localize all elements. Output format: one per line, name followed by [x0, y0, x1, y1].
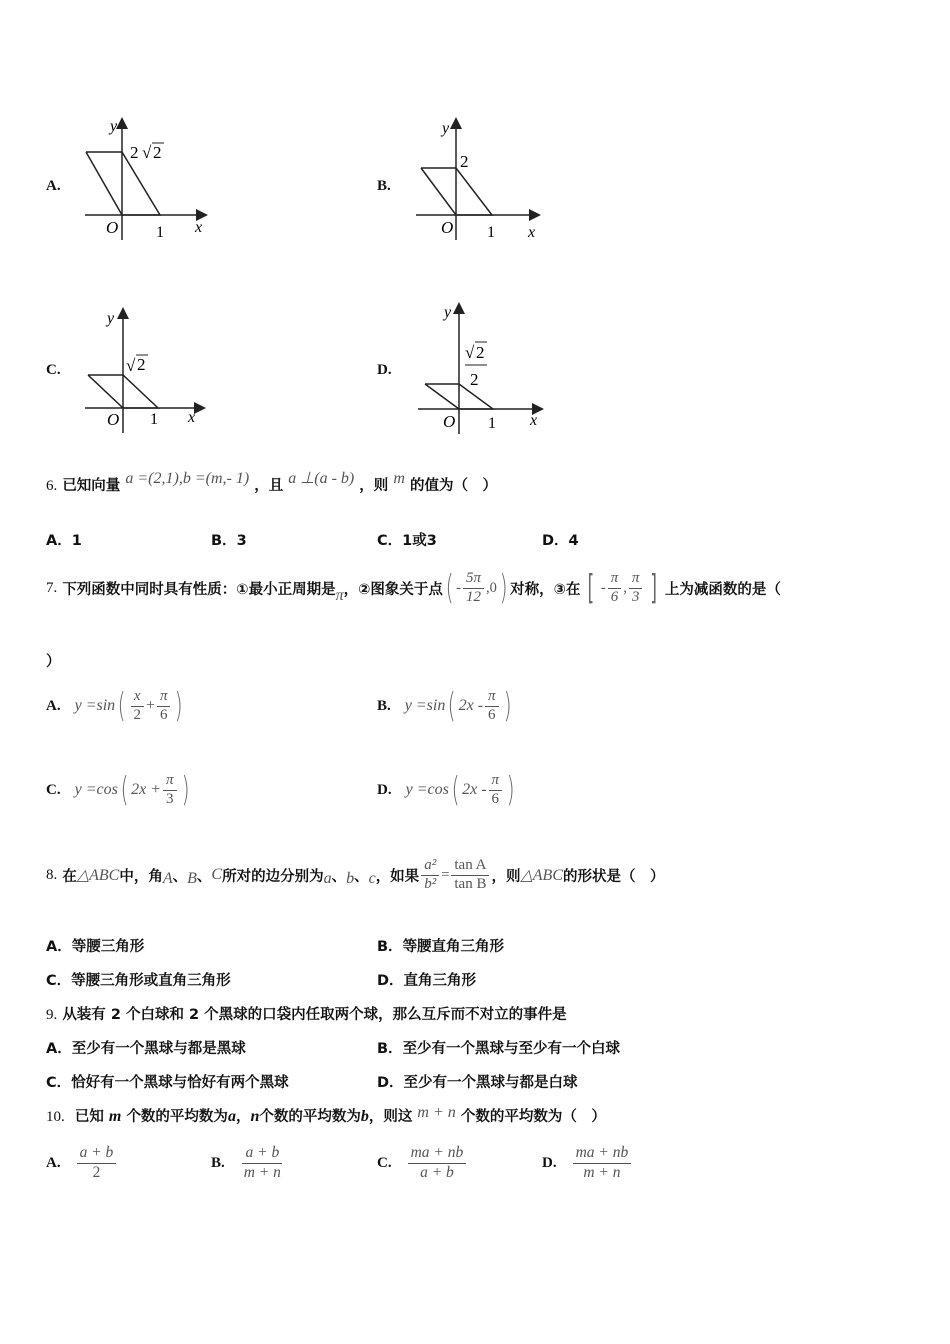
- svg-text:1: 1: [488, 415, 496, 432]
- q10-stem: 10. 已知 m 个数的平均数为a，n个数的平均数为b，则这 m + n 个数的平均数为（ ）: [46, 1104, 606, 1125]
- svg-text:O: O: [443, 412, 456, 431]
- q7-option-d[interactable]: D. y =cos ( 2x - $\frac{\pi}{6}$ ): [377, 770, 515, 810]
- svg-text:x: x: [188, 409, 196, 426]
- q5-option-a-graph: [80, 115, 220, 245]
- q6-option-a[interactable]: A．1: [46, 533, 82, 549]
- q10-option-c[interactable]: C. $\frac{ma + nb}{a + b}$: [377, 1138, 468, 1188]
- svg-text:2: 2: [130, 143, 139, 162]
- q7-stem: 7. 下列函数中同时具有性质：①最小正周期是 π ，②图象关于点 ( - $\frac{5\pi}{12}$ ,0 ) 对称，③在 [ - $\frac{\pi}{6}$ , $\frac{\pi}{3}$ ] 上为减函数的是（: [46, 568, 781, 608]
- svg-text:1: 1: [150, 411, 158, 428]
- q5-option-b-label[interactable]: B.: [377, 178, 391, 194]
- q5-option-c-graph: [80, 305, 210, 437]
- q6-option-d[interactable]: D．4: [542, 533, 579, 549]
- q10-option-d[interactable]: D. $\frac{ma + nb}{m + n}$: [542, 1138, 633, 1188]
- q9-option-d[interactable]: D．至少有一个黑球与都是白球: [377, 1075, 578, 1091]
- svg-text:2: 2: [153, 143, 162, 162]
- q7-option-a[interactable]: A. y =sin ( $\frac{x}{2}$ + $\frac{\pi}{6}$ ): [46, 686, 184, 726]
- svg-text:1: 1: [487, 224, 495, 241]
- svg-text:2: 2: [470, 370, 479, 389]
- q10-option-b[interactable]: B. $\frac{a + b}{m + n}$: [211, 1144, 281, 1181]
- q5-option-a-label[interactable]: A.: [46, 178, 61, 194]
- q6-stem: 6. 已知向量 a =(2,1),b =(m,- 1) ，且 a ⊥(a - b) ，则 m 的值为（ ）: [46, 470, 497, 494]
- svg-text:O: O: [107, 410, 120, 429]
- svg-text:O: O: [106, 218, 119, 237]
- q8-option-b[interactable]: B．等腰直角三角形: [377, 939, 505, 955]
- q10-option-a[interactable]: A. $\frac{a + b}{2}$: [46, 1138, 118, 1188]
- q8-option-a[interactable]: A．等腰三角形: [46, 939, 145, 955]
- svg-text:√: √: [142, 143, 152, 162]
- q5-option-b-graph: [413, 115, 553, 245]
- svg-text:2: 2: [476, 343, 485, 362]
- svg-text:√: √: [465, 343, 475, 362]
- q7-option-c[interactable]: C. y =cos ( 2x + $\frac{\pi}{3}$ ): [46, 770, 190, 810]
- svg-text:y: y: [442, 120, 450, 137]
- svg-text:O: O: [441, 218, 454, 237]
- svg-text:y: y: [444, 304, 452, 321]
- q8-option-c[interactable]: C．等腰三角形或直角三角形: [46, 973, 231, 989]
- q8-stem: 8. 在 △ABC 中，角 A 、 B 、 C 所对的边分别为 a 、 b 、 c ，如果 $\frac{\text{a²}}{\text{b²}}$ = $\frac{\text{tan A}}{\text{tan B}}$ ，则 △ABC 的形状是（ ）: [46, 856, 665, 892]
- svg-text:y: y: [110, 118, 118, 135]
- q5-option-c-label[interactable]: C.: [46, 362, 61, 378]
- q7-stem-close: ）: [46, 654, 61, 670]
- q9-option-b[interactable]: B．至少有一个黑球与至少有一个白球: [377, 1041, 621, 1057]
- q8-option-d[interactable]: D．直角三角形: [377, 973, 477, 989]
- q9-option-a[interactable]: A．至少有一个黑球与都是黑球: [46, 1041, 246, 1057]
- svg-text:1: 1: [156, 224, 164, 241]
- q6-option-b[interactable]: B．3: [211, 533, 247, 549]
- svg-text:2: 2: [137, 355, 146, 374]
- q9-option-c[interactable]: C．恰好有一个黑球与恰好有两个黑球: [46, 1075, 289, 1091]
- svg-text:2: 2: [460, 152, 469, 171]
- svg-text:x: x: [528, 224, 536, 241]
- svg-text:y: y: [107, 310, 115, 327]
- q6-option-c[interactable]: C．1或3: [377, 533, 437, 549]
- q7-option-b[interactable]: B. y =sin ( 2x - $\frac{\pi}{6}$ ): [377, 686, 512, 726]
- svg-text:√: √: [126, 356, 136, 375]
- q5-option-d-label[interactable]: D.: [377, 362, 392, 378]
- svg-text:x: x: [530, 412, 538, 429]
- q9-stem: 9. 从装有 2 个白球和 2 个黑球的口袋内任取两个球，那么互斥而不对立的事件是: [46, 1007, 567, 1023]
- svg-text:x: x: [195, 219, 203, 236]
- q5-option-d-graph: [415, 297, 555, 437]
